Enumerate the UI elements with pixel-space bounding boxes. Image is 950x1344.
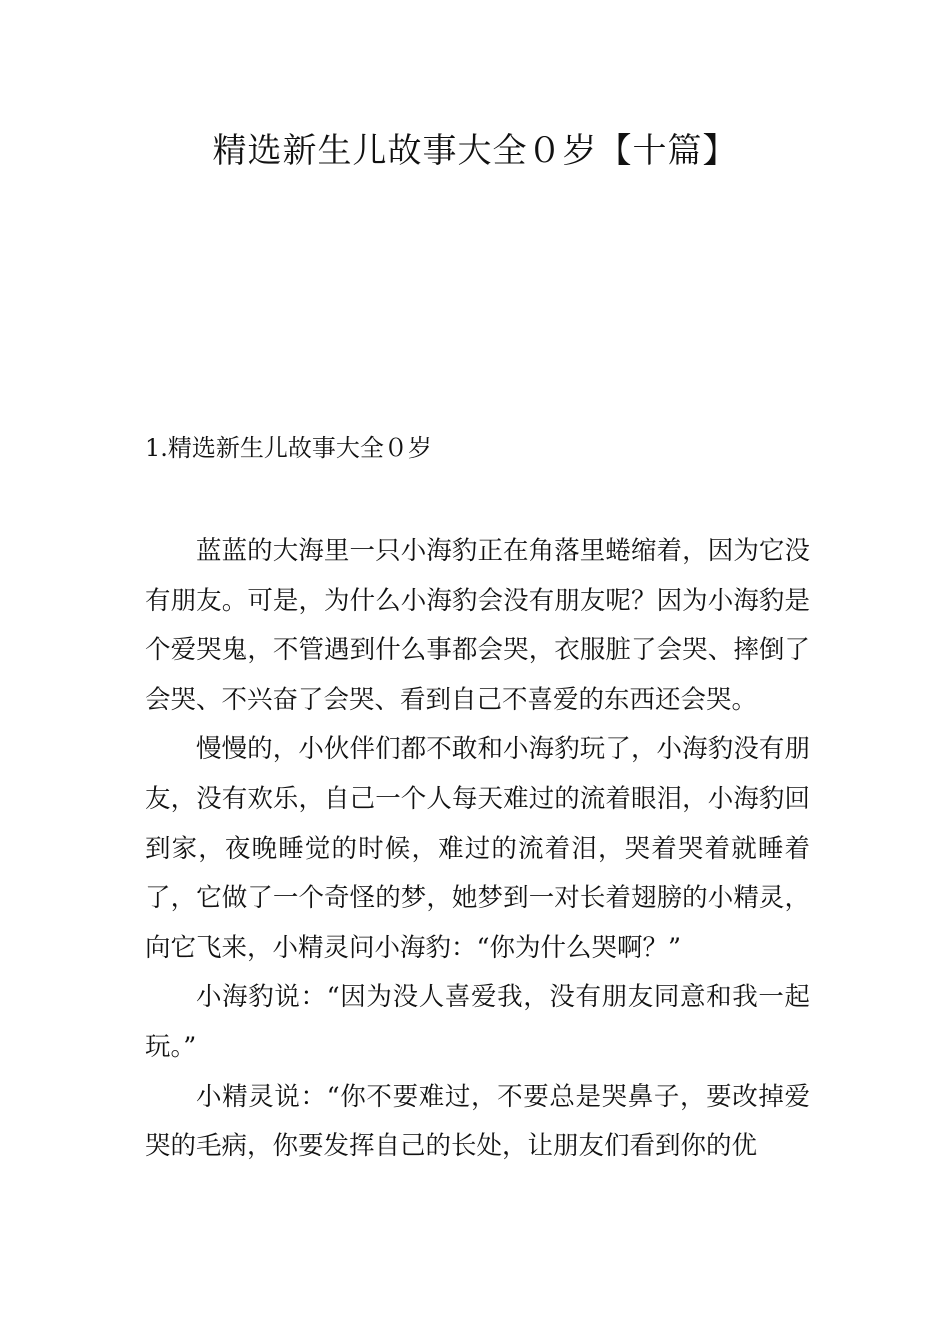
paragraph: 慢慢的，小伙伴们都不敢和小海豹玩了，小海豹没有朋友，没有欢乐，自己一个人每天难过的流着眼泪，小海豹回到家，夜晚睡觉的时候，难过的流着泪，哭着哭着就睡着了，它做了一个奇怪的梦，她梦到一对长着翅膀的小精灵，向它飞来，小精灵问小海豹：“你为什么哭啊？” bbox=[145, 734, 810, 963]
paragraph: 小精灵说：“你不要难过，不要总是哭鼻子，要改掉爱哭的毛病，你要发挥自己的长处，让朋友们看到你的优 bbox=[145, 1081, 810, 1162]
section-heading: 1.精选新生儿故事大全０岁 bbox=[145, 434, 432, 462]
document-title: 精选新生儿故事大全０岁【十篇】 bbox=[212, 131, 738, 171]
paragraph: 小海豹说：“因为没人喜爱我，没有朋友同意和我一起玩。” bbox=[145, 982, 810, 1062]
paragraph: 蓝蓝的大海里一只小海豹正在角落里蜷缩着，因为它没有朋友。可是，为什么小海豹会没有朋友呢？因为小海豹是个爱哭鬼，不管遇到什么事都会哭，衣服脏了会哭、摔倒了会哭、不兴奋了会哭、看到自己不喜爱的东西还会哭。 bbox=[145, 536, 810, 715]
story-body bbox=[145, 527, 810, 1172]
